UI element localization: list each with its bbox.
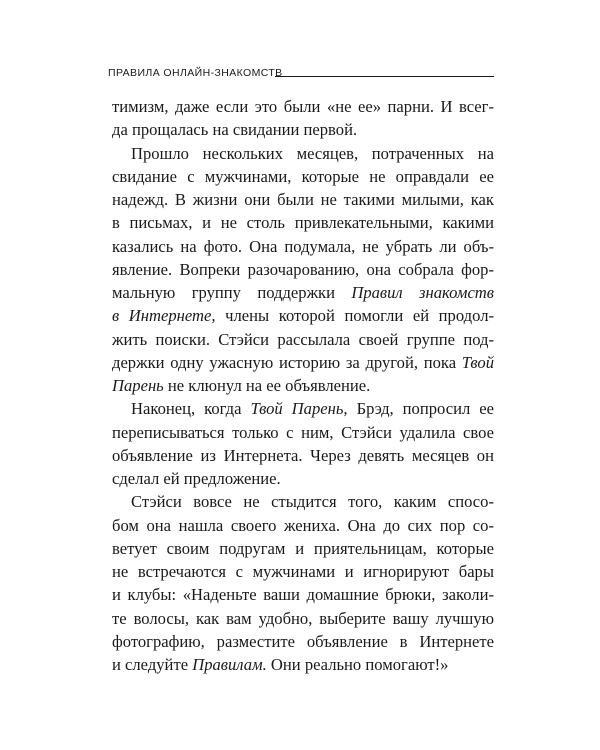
p2-line-9: жить поиски. Стэйси рассылала своей группе под- — [112, 329, 494, 349]
p2-line-7 — [112, 281, 494, 304]
p2-line-10-text: держки одну ужасную историю за другой, пока — [112, 352, 462, 372]
your-guy-italic: Твой — [461, 352, 494, 372]
running-title: ПРАВИЛА ОНЛАЙН-ЗНАКОМСТВ — [108, 67, 283, 79]
p3-line-2: переписываться только с ним, Стэйси удалила свое — [112, 422, 494, 442]
p2-line-10 — [112, 351, 494, 374]
p2-line-4: в письмах, и не столь привлекательными, какими — [112, 213, 494, 233]
p4-line-2: бом она нашла своего жениха. Она до сих пор со- — [112, 515, 494, 535]
page-body — [112, 95, 494, 676]
p4-line-5: и клубы: «Наденьте ваши домашние брюки, заколи- — [112, 585, 494, 605]
p2-line-8-text: члены которой помогли ей продол- — [215, 306, 494, 326]
p2-line-8 — [112, 304, 494, 327]
p2-line-1: Прошло нескольких месяцев, потраченных на — [131, 143, 494, 163]
p3-line-4: сделал ей предложение. — [112, 469, 281, 488]
p2-line-2: свидание с мужчинами, которые не оправдали ее — [112, 166, 494, 186]
p3-line-3: объявление из Интернета. Через девять месяцев он — [112, 445, 494, 465]
book-title-italic-cont: в Интернете, — [112, 306, 216, 326]
p4-line-7: фотографию, разместите объявление в Интернете — [112, 631, 494, 651]
p4-line-8 — [112, 653, 494, 676]
p3-line-1 — [112, 397, 494, 420]
p4-line-3: ветует своим подругам и приятельницам, которые — [112, 538, 494, 558]
your-guy-italic-2: Твой Парень, — [250, 399, 348, 419]
p2-line-3: надежд. В жизни они были не такими милыми, как — [112, 190, 494, 209]
p2-line-6: явление. Вопреки разочарованию, она собрала фор- — [112, 259, 494, 279]
running-head — [108, 66, 494, 82]
p3-line-1-tail: Брэд, попросил ее — [347, 399, 494, 419]
p2-line-11-text: не клюнул на ее объявление. — [163, 376, 371, 395]
p4-line-4: не встречаются с мужчинами и игнорируют бары — [112, 562, 494, 581]
p4-line-1: Стэйси вовсе не стыдится того, каким спосо- — [131, 492, 494, 512]
p4-line-8-text: и следуйте — [112, 655, 193, 674]
book-title-italic: Правил знакомств — [351, 283, 494, 302]
p2-line-5: казались на фото. Она подумала, не убрать ли объ- — [112, 236, 494, 256]
p2-line-11 — [112, 374, 494, 397]
your-guy-italic-cont: Парень — [112, 376, 164, 395]
header-rule — [275, 76, 494, 77]
p1-line-2: да прощалась на свидании первой. — [112, 120, 358, 140]
p3-line-1-text: Наконец, когда — [131, 399, 251, 419]
p1-line-1: тимизм, даже если это были «не ее» парни. И всег- — [112, 97, 494, 116]
p4-line-6: те волосы, как вам удобно, выберите вашу лучшую — [112, 608, 494, 628]
p2-line-7-text: мальную группу поддержки — [112, 283, 352, 302]
rules-italic: Правилам. — [192, 655, 267, 674]
p4-line-8-tail: Они реально помогают!» — [266, 655, 449, 674]
